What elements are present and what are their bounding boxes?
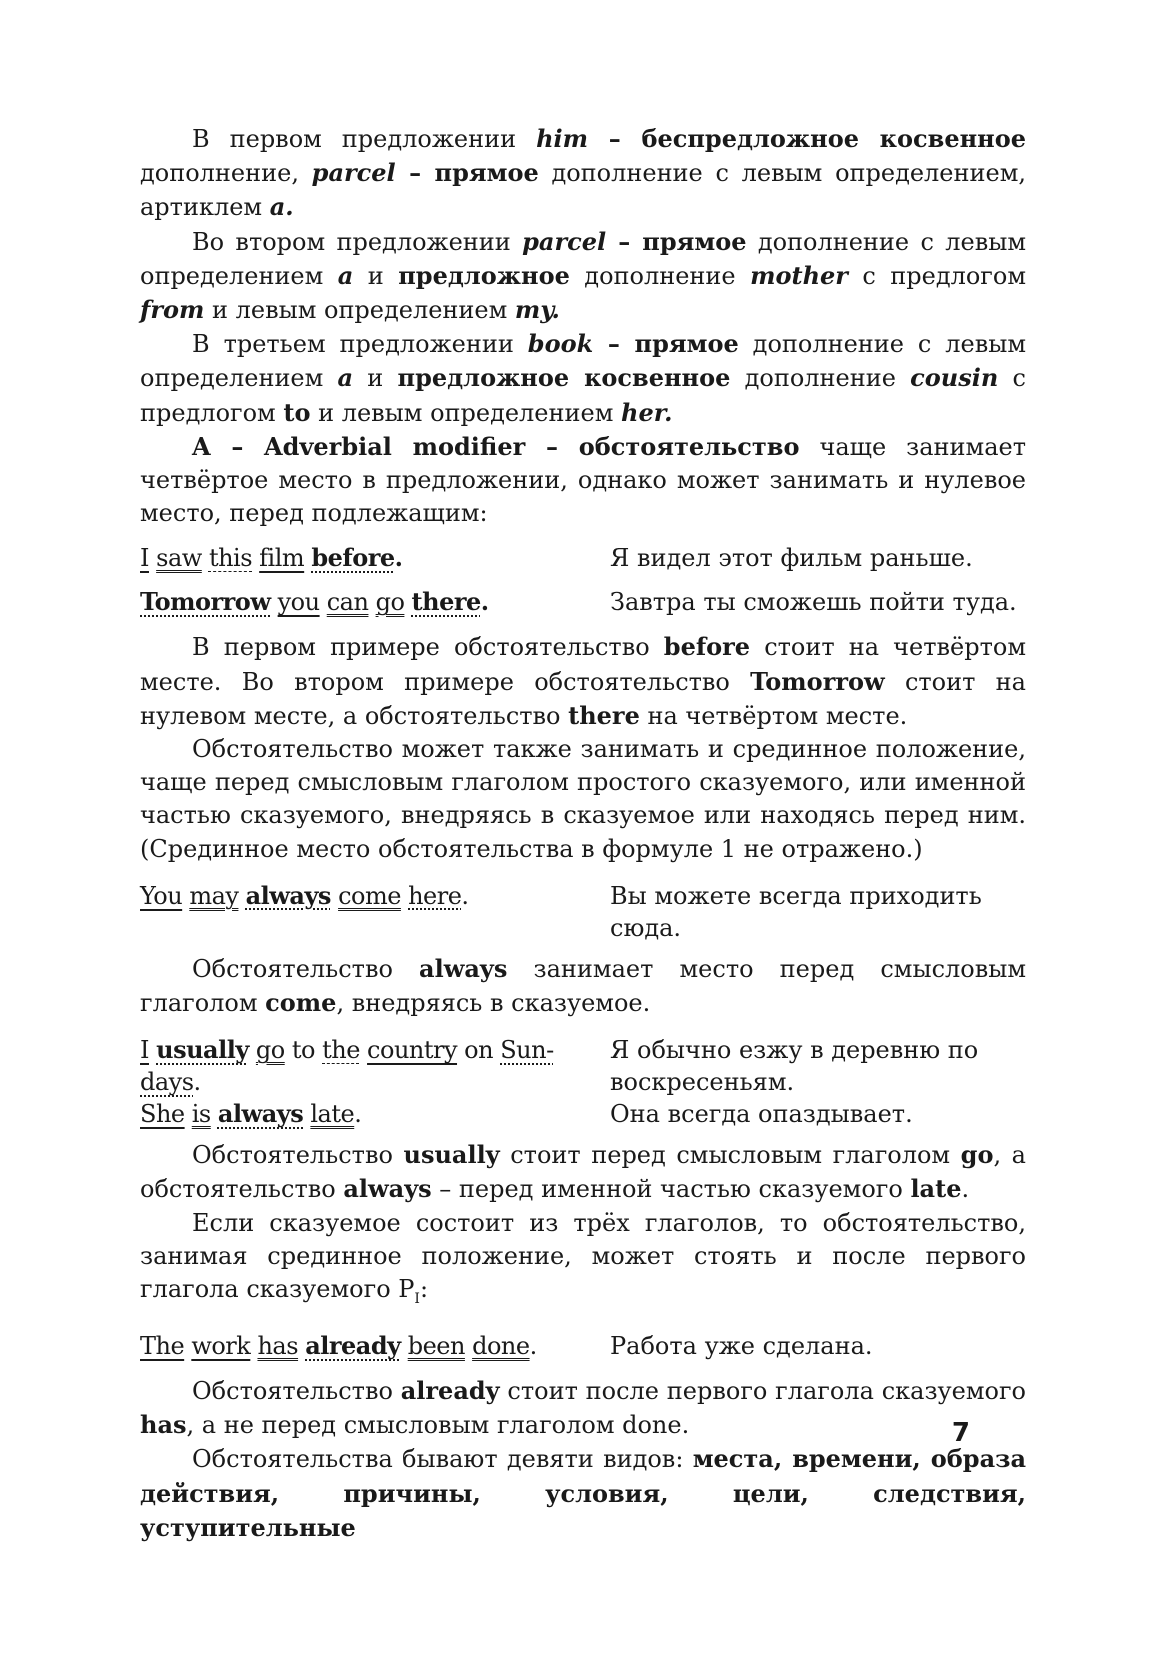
paragraph-2: Во втором предложении parcel – прямое дополнение с левым определением a и предложное дополнение mother с предлогом from и левым определением my. [140, 226, 1027, 325]
example-1-english: I saw this film before. [140, 543, 403, 573]
example-5-english: The work has already been done. [140, 1331, 537, 1361]
example-4-translation-1: Я обычно езжу в деревню по воскресеньям. [610, 1036, 979, 1097]
example-4 [140, 1034, 1026, 1130]
example-4-translation [610, 1034, 1026, 1130]
example-4-line-1: I usually go to the country on Sun- [140, 1035, 554, 1065]
example-4-english [140, 1034, 610, 1130]
paragraph-5: В первом примере обстоятельство before стоит на четвёртом месте. Во втором примере обстоятельство Tomorrow стоит на нулевом месте, а обстоятельство there на четвёртом месте. [140, 632, 1026, 730]
example-4-line-3: She is always late. [140, 1099, 362, 1129]
example-2 [140, 582, 1026, 622]
paragraph-6: Обстоятельство может также занимать и срединное положение, чаще перед смысловым глаголом простого сказуемого, или именной частью сказуемого, внедряясь в сказуемое или находясь перед ним. (Срединное место обстоятельства в формуле 1 не отражено.) [140, 735, 1026, 863]
paragraph-3: В третьем предложении book – прямое дополнение с левым определением a и предложное косвенное дополнение cousin с предлогом to и левым определением her. [140, 329, 1026, 427]
example-5 [140, 1326, 1026, 1366]
example-4-translation-2: Она всегда опаздывает. [610, 1100, 913, 1129]
paragraph-7: Обстоятельство always занимает место перед смысловым глаголом come, внедряясь в сказуемое. [140, 953, 1026, 1018]
example-1 [140, 538, 1026, 578]
example-4-line-2: days. [140, 1068, 201, 1097]
paragraph-10: Обстоятельство already стоит после первого глагола сказуемого has, а не перед смысловым глаголом done. [140, 1376, 1026, 1440]
paragraph-8: Обстоятельство usually стоит перед смысловым глаголом go, а обстоятельство always – перед именной частью сказуемого late. [140, 1140, 1026, 1204]
example-2-english: Tomorrow you can go there. [140, 587, 489, 617]
example-3-english: You may always come here. [140, 880, 469, 910]
example-3 [140, 880, 1026, 944]
example-3-translation: Вы можете всегда приходить сюда. [610, 881, 982, 942]
paragraph-4: A – Adverbial modifier – обстоятельство чаще занимает четвёртое место в предложении, однако может занимать и нулевое место, перед подлежащим: [140, 431, 1026, 528]
example-1-translation: Я видел этот фильм раньше. [610, 544, 973, 573]
page-number: 7 [951, 1418, 970, 1448]
example-2-translation: Завтра ты сможешь пойти туда. [610, 588, 1017, 617]
example-5-translation: Работа уже сделана. [610, 1332, 873, 1361]
paragraph-9: Если сказуемое состоит из трёх глаголов, то обстоятельство, занимая срединное положение, может стоять и после первого глагола сказуемого $P_I$: [140, 1208, 1026, 1307]
page-body [140, 122, 1026, 1545]
paragraph-11: Обстоятельства бывают девяти видов: места, времени, образа действия, причины, условия, цели, следствия, уступительные [140, 1444, 1026, 1542]
paragraph-1: В первом предложении him – беспредложное косвенное дополнение, parcel – прямое дополнение с левым определением, артиклем a. [140, 124, 1026, 222]
